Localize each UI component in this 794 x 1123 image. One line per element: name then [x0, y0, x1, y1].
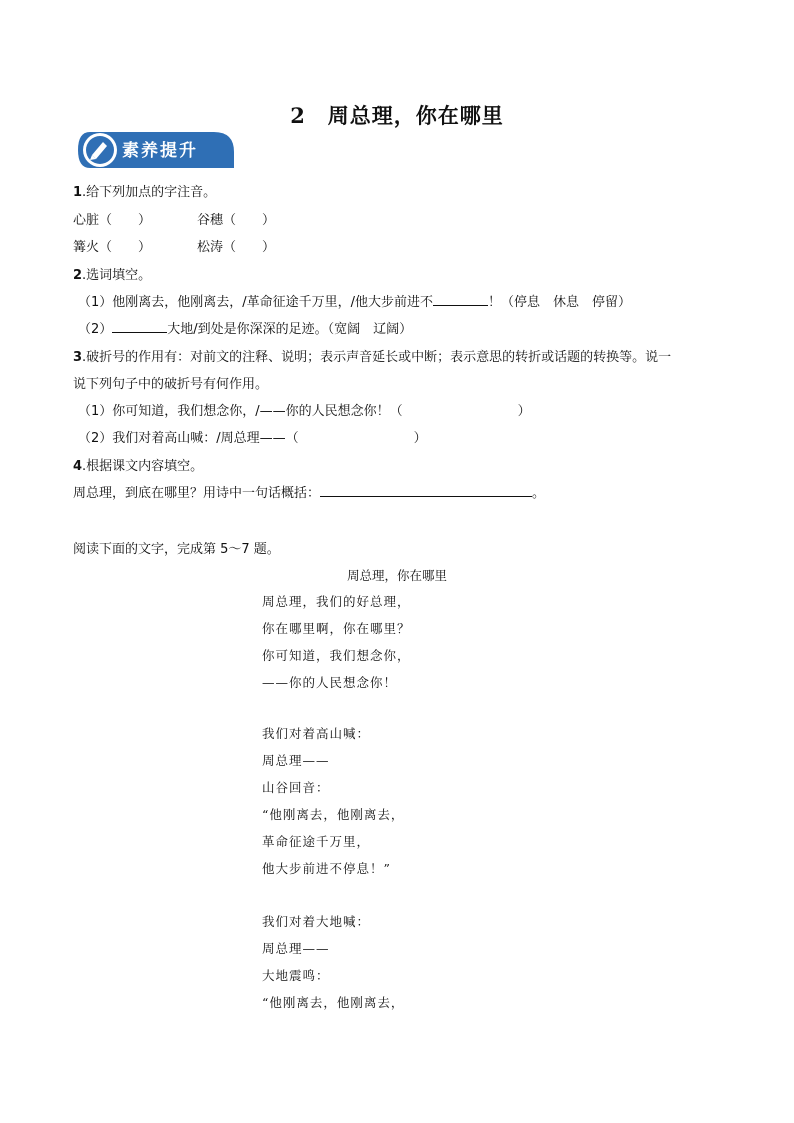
poem-line: 大地震鸣：	[262, 968, 330, 983]
q2-sentence-1	[78, 291, 631, 310]
q3-s1-close: ）	[517, 404, 531, 419]
poem-line: 你可知道，我们想念你，	[262, 648, 411, 663]
q3-heading	[73, 346, 671, 365]
q3-sentence-1	[78, 400, 531, 419]
page-title: 2 周总理，你在哪里	[290, 103, 504, 128]
banner-label: 素养提升	[122, 141, 198, 161]
q4-text: .根据课文内容填空。	[82, 459, 204, 474]
poem-line: 我们对着高山喊：	[262, 726, 371, 741]
q4-number: 4	[73, 459, 83, 474]
q3-number: 3	[73, 350, 83, 365]
section-banner	[76, 128, 236, 170]
q4-blank[interactable]	[320, 484, 532, 497]
q2-text: .选词填空。	[82, 268, 152, 283]
q2-s1-text: （1）他刚离去，他刚离去，/革命征途千万里，/他大步前进不	[78, 295, 434, 310]
poem-line: “他刚离去，他刚离去，	[262, 995, 405, 1010]
reading-intro: 阅读下面的文字，完成第 5～7 题。	[73, 542, 280, 557]
q1-row2a: 篝火（ ）	[73, 240, 152, 255]
poem-line: 他大步前进不停息！”	[262, 861, 391, 876]
q4-sentence	[73, 482, 545, 501]
poem-line: 周总理——	[262, 941, 330, 956]
poem-line: 山谷回音：	[262, 780, 330, 795]
q1-number: 1	[73, 185, 83, 200]
q4-heading	[73, 455, 203, 474]
poem-line: 你在哪里啊，你在哪里？	[262, 621, 411, 636]
q2-s2-text: 大地/到处是你深深的足迹。（宽阔 辽阔）	[167, 322, 413, 337]
q2-sentence-2	[78, 318, 412, 337]
q2-heading	[73, 264, 151, 283]
poem-line: 革命征途千万里，	[262, 834, 371, 849]
poem-line: 周总理——	[262, 753, 330, 768]
q2-s2-prefix: （2）	[78, 322, 113, 337]
q1-row1b: 谷穗（ ）	[197, 213, 276, 228]
q3-s2-close: ）	[413, 431, 427, 446]
q3-s2-text: （2）我们对着高山喊：/周总理——（	[78, 431, 299, 446]
poem-line: 我们对着大地喊：	[262, 914, 371, 929]
q4-s1-text: 周总理，到底在哪里？用诗中一句话概括：	[73, 486, 321, 501]
poem-line: ——你的人民想念你！	[262, 675, 398, 690]
q2-s2-blank[interactable]	[112, 320, 167, 333]
poem-title: 周总理，你在哪里	[346, 568, 447, 583]
q1-heading	[73, 181, 216, 200]
q1-row1a: 心脏（ ）	[73, 213, 152, 228]
q2-number: 2	[73, 268, 83, 283]
q3-sentence-2	[78, 427, 427, 446]
q2-s1-blank[interactable]	[433, 293, 488, 306]
q2-s1-options: ！（停息 休息 停留）	[488, 295, 632, 310]
q4-s1-end: 。	[532, 486, 546, 501]
q3-text-2: 说下列句子中的破折号有何作用。	[73, 377, 269, 392]
poem-line: 周总理，我们的好总理，	[262, 594, 411, 609]
poem-line: “他刚离去，他刚离去，	[262, 807, 405, 822]
q3-s1-text: （1）你可知道，我们想念你，/——你的人民想念你！（	[78, 404, 403, 419]
q1-text: .给下列加点的字注音。	[82, 185, 217, 200]
q1-row2b: 松涛（ ）	[197, 240, 276, 255]
q3-text-1: .破折号的作用有：对前文的注释、说明；表示声音延长或中断；表示意思的转折或话题的转换等。说一	[82, 350, 672, 365]
